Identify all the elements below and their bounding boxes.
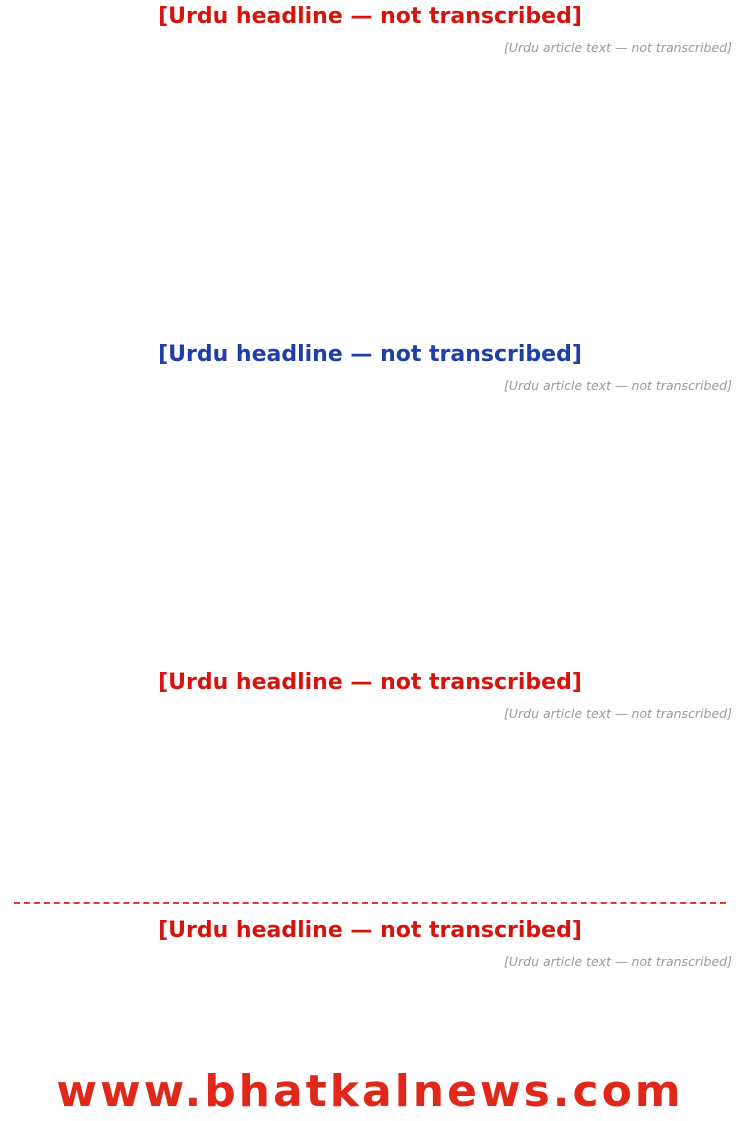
story-1-headline: [Urdu headline — not transcribed] (158, 4, 582, 29)
story-4-headline: [Urdu headline — not transcribed] (158, 918, 582, 943)
story-4 (8, 916, 732, 1068)
story-2 (8, 340, 732, 666)
story-3-body: [Urdu article text — not transcribed] (503, 706, 732, 721)
story-2-body: [Urdu article text — not transcribed] (503, 378, 732, 393)
story-1 (8, 2, 732, 338)
story-4-body: [Urdu article text — not transcribed] (503, 954, 732, 969)
story-3 (8, 668, 732, 898)
story-2-headline: [Urdu headline — not transcribed] (158, 342, 582, 367)
section-divider (14, 902, 726, 904)
story-3-headline: [Urdu headline — not transcribed] (158, 670, 582, 695)
site-url-footer[interactable]: www.bhatkalnews.com (56, 1066, 684, 1117)
story-1-body: [Urdu article text — not transcribed] (503, 40, 732, 55)
